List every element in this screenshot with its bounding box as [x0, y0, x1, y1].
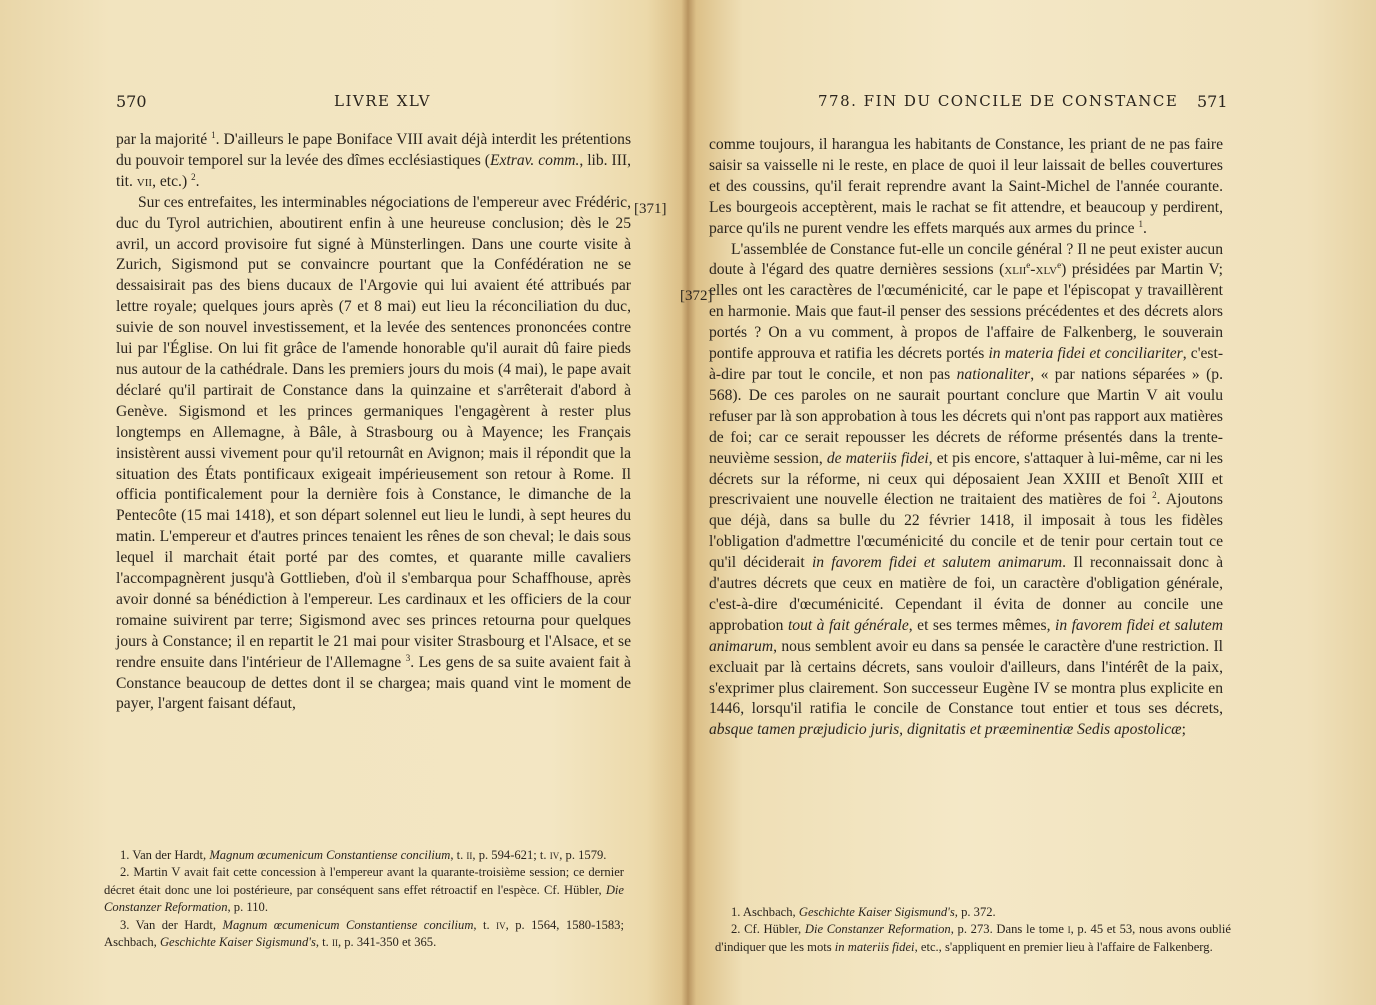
right-page-number: 571: [1197, 92, 1228, 111]
right-paragraph-2: L'assemblée de Constance fut-elle un concile général ? Il ne peut exister aucun doute à l'égard des quatre dernières sessions (xlii$^e$-xlv$^e$) présidées par Martin V; elles ont les caractères de l'œcuménicité, car le pape et l'épiscopat y travaillèrent en harmonie. Mais que faut-il penser des sessions précédentes et des décrets alors portés ? On a vu comment, à propos de l'affaire de Falkenberg, le souverain pontife approuva et ratifia les décrets portés in materia fidei et conciliariter, c'est-à-dire par tout le concile, et non pas nationaliter, « par nations séparées » (p. 568). De ces paroles on ne saurait pourtant conclure que Martin V ait voulu refuser par là son approbation à tous les décrets qui n'ont pas rapport aux matières de foi; car ce serait repousser les décrets de réforme présentés dans la trente-neuvième session, de materiis fidei, et pis encore, s'attaquer à lui-même, car ni les décrets sur la réforme, ni ceux qui déposaient Jean XXIII et Benoît XIII et prescrivaient une nouvelle élection ne traitaient des matières de foi $^2$. Ajoutons que déjà, dans sa bulle du 22 février 1418, il imposait à tous les fidèles l'obligation d'admettre l'œcuménicité du concile et de tenir pour certain tout ce qu'il déciderait in favorem fidei et salutem animarum. Il reconnaissait donc à d'autres décrets que ceux en matière de foi, un caractère d'obligation générale, c'est-à-dire d'œcuménicité. Cependant il évita de donner au concile une approbation tout à fait générale, et ses termes mêmes, in favorem fidei et salutem animarum, nous semblent avoir eu dans sa pensée le caractère d'une restriction. Il excluait par là certains décrets, sans vouloir d'ailleurs, dans l'intérêt de la paix, s'exprimer plus clairement. Son successeur Eugène IV se montra plus explicite en 1446, lorsqu'il ratifia le concile de Constance tout entier et tous ses décrets, absque tamen præjudicio juris, dignitatis et præeminentiæ Sedis apostolicæ;: [709, 240, 1224, 739]
left-footnote-3: 3. Van der Hardt, Magnum œcumenicum Constantiense concilium, t. iv, p. 1564, 1580-1583; Aschbach, Geschichte Kaiser Sigismund's, t. ii, p. 341-350 et 365.: [104, 917, 624, 950]
right-paragraph-1: comme toujours, il harangua les habitants de Constance, les priant de ne pas faire saisir sa vaisselle ni le reste, en place de quoi il leur laissait de belles couvertures et des coussins, qu'il ferait reprendre avant la Saint-Michel de l'année courante. Les bourgeois acceptèrent, mais le rachat se fit attendre, et beaucoup y perdirent, parce qu'ils ne purent vendre les effets marqués aux armes du prince $^1$.: [709, 136, 1223, 237]
right-running-head: 778. FIN DU CONCILE DE CONSTANCE: [818, 92, 1179, 110]
right-footnote-1: 1. Aschbach, Geschichte Kaiser Sigismund's, p. 372.: [731, 905, 996, 919]
left-footnote-1: 1. Van der Hardt, Magnum œcumenicum Constantiense concilium, t. ii, p. 594-621; t. iv, p. 1579.: [120, 848, 607, 862]
left-paragraph-1: par la majorité $^1$. D'ailleurs le pape Boniface VIII avait déjà interdit les prétentions du pouvoir temporel sur la levée des dîmes ecclésiastiques (Extrav. comm., lib. III, tit. vii, etc.) $^2$.: [116, 129, 632, 190]
right-margin-number: [372]: [680, 288, 713, 304]
left-running-head: LIVRE XLV: [334, 92, 431, 110]
left-paragraph-2: Sur ces entrefaites, les interminables négociations de l'empereur avec Frédéric, duc du Tyrol autrichien, aboutirent enfin à une heureuse conclusion; dès le 25 avril, un accord provisoire fut signé à Münsterlingen. Dans une courte visite à Zurich, Sigismond put se convaincre pourtant que la Confédération ne se dessaisirait pas des biens ducaux de l'Argovie qui lui avaient été attribués par lettre royale; quelques jours après (7 et 8 mai) eut lieu la réconciliation du duc, suivie de son nouvel investissement, et la levée des sentences prononcées contre lui par l'Église. On lui fit grâce de l'amende honorable qu'il aurait dû faire pieds nus autour de la cathédrale. Dans les premiers jours du mois (4 mai), le pape avait déclaré qu'il partirait de Constance dans la quinzaine et s'arrêterait d'abord à Genève. Sigismond et les princes germaniques l'engagèrent à rester plus longtemps en Allemagne, à Bâle, à Strasbourg ou à Mayence; les Français insistèrent aussi vivement pour qu'il retournât en Avignon; mais il répondit que la situation des États pontificaux exigeait impérieusement son retour à Rome. Il officia pontificalement pour la dernière fois à Constance, le dimanche de la Pentecôte (15 mai 1418), et son départ solennel eut lieu le lundi, à sept heures du matin. L'empereur et d'autres princes tenaient les rênes de son cheval; le dais sous lequel il marchait était porté par des comtes, et quarante mille cavaliers l'accompagnèrent jusqu'à Gottlieben, d'où il s'embarqua pour Schaffhouse, après avoir donné sa bénédiction à l'empereur. Les cardinaux et les officiers de la cour romaine suivirent par terre; Sigismond avec ses princes retourna pour quelques jours à Constance; il en repartit le 21 mai pour visiter Strasbourg et l'Alsace, et se rendre ensuite dans l'intérieur de l'Allemagne $^3$. Les gens de sa suite avaient fait à Constance beaucoup de dettes dont il se chargea; mais quand vint le moment de payer, l'argent faisant défaut,: [116, 193, 631, 713]
left-footnotes: [104, 847, 624, 951]
left-page-number: 570: [116, 92, 147, 111]
right-footnote-2: 2. Cf. Hübler, Die Constanzer Reformation, p. 273. Dans le tome i, p. 45 et 53, nous avons oublié d'indiquer que les mots in materiis fidei, etc., s'appliquent en premier lieu à l'affaire de Falkenberg.: [715, 922, 1232, 954]
right-footnotes: [715, 904, 1231, 956]
right-page: [680, 0, 1376, 1005]
left-body-text: [116, 130, 631, 715]
left-margin-number: [371]: [634, 201, 667, 217]
left-page: [0, 0, 683, 1005]
left-footnote-2: 2. Martin V avait fait cette concession à l'empereur avant la quarante-troisième session; ce dernier décret était donc une loi postérieure, par conséquent sans effet rétroactif en l'espèce. Cf. Hübler, Die Constanzer Reformation, p. 110.: [104, 865, 624, 915]
right-body-text: [709, 135, 1223, 741]
